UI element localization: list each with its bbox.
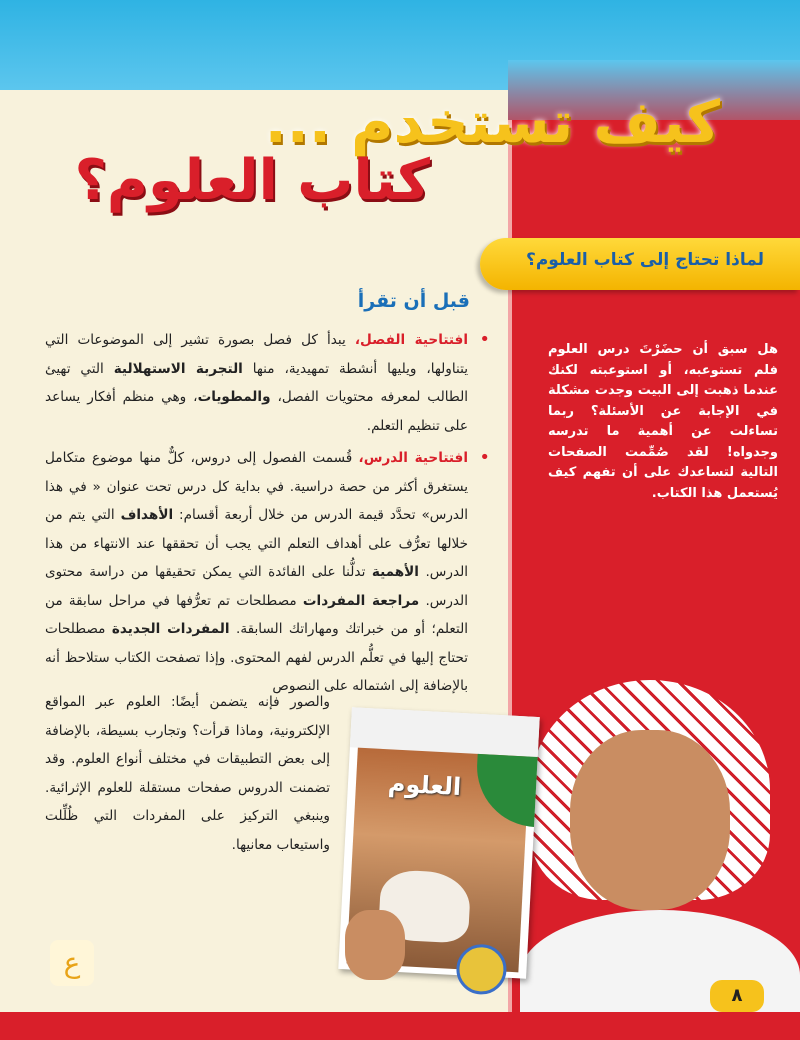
sidebar-banner-text: لماذا تحتاج إلى كتاب العلوم؟	[525, 250, 764, 270]
text: يبدأ كل فصل بصورة تشير إلى الموضوعات التي يتناولها، ويليها أنشطة تمهيدية، منها	[45, 332, 468, 377]
text: ، وهي منظم أفكار يساعد على تنظيم التعلم.	[45, 389, 468, 434]
term: التجربة الاستهلالية	[113, 360, 243, 377]
term: الأهمية	[371, 564, 419, 580]
term: مراجعة المفردات	[302, 592, 420, 609]
bullet-lesson-opener	[45, 444, 490, 701]
face	[570, 730, 730, 910]
main-column	[45, 326, 490, 701]
text: مصطلحات تحتاج إليها في تعلُّم الدرس لفهم المحتوى. وإذا تصفحت الكتاب ستلاحظ أنه بالإضافة إلى اشتماله على النصوص	[45, 621, 468, 694]
page-number: ٨	[710, 980, 764, 1012]
term-lesson-opener: افتتاحية الدرس،	[358, 450, 468, 466]
hand	[345, 910, 405, 980]
text: التي يتم من خلالها تعرُّف على أهداف التعلم التي يجب أن تحققها عند الانتهاء من هذا الدرس.	[45, 507, 468, 580]
section-heading: قبل أن تقرأ	[357, 290, 470, 312]
bullet-chapter-opener	[45, 326, 490, 440]
text: قُسمت الفصول إلى دروس، كلٌّ منها موضوع متكامل يستغرق أكثر من حصة دراسية. في بداية كل درس تحت عنوان « في هذا الدرس» تحدَّد قيمة الدرس من خلال أربعة أقسام:	[45, 450, 468, 523]
page-title-line2: كتاب العلوم؟	[74, 148, 430, 213]
book-cover-title: العلوم	[387, 769, 462, 802]
sidebar-banner	[480, 238, 800, 290]
bottom-strip	[0, 1012, 800, 1040]
continuation-paragraph: والصور فإنه يتضمن أيضًا: العلوم عبر المواقع الإلكترونية، وماذا قرأت؟ وتجارب بسيطة، بالإضافة إلى بعض التطبيقات في مختلف أنواع العلوم. وقد تضمنت الدروس صفحات مستقلة للعلوم الإثرائية. وينبغي التركيز على المفردات التي ظُلِّلت واستيعاب معانيها.	[45, 694, 330, 853]
page-title-line1: كيف تستخدم ...	[264, 88, 720, 156]
term: والمطويات	[197, 389, 271, 405]
text: مصطلحات تم تعرُّفها في مراحل سابقة من التعلم؛ أو من خبراتك ومهاراتك السابقة.	[45, 592, 468, 637]
term: المفردات الجديدة	[111, 621, 230, 637]
term: الأهداف	[120, 507, 174, 523]
text: التي تهيئ الطالب لمعرفه محتويات الفصل،	[45, 360, 468, 405]
sidebar-text: هل سبق أن حضَرْتَ درس العلوم فلم تستوعبه، أو استوعبته لكنك عندما ذهبت إلى البيت وجدت مشكلة في الإجابة عن الأسئلة؟ ربما تساءلت عن أهمية ما تدرسه وجدواه! لقد صُمِّمت الصفحات التالية لتساعدك على أن تفهم كيف يُستعمل هذا الكتاب.	[548, 342, 778, 501]
text: تدلُّنا على الفائدة التي يمكن تحقيقها من دراسة محتوى الدرس.	[45, 564, 468, 609]
term-chapter-opener: افتتاحية الفصل،	[354, 332, 468, 348]
publisher-logo-icon: ع	[50, 940, 94, 986]
